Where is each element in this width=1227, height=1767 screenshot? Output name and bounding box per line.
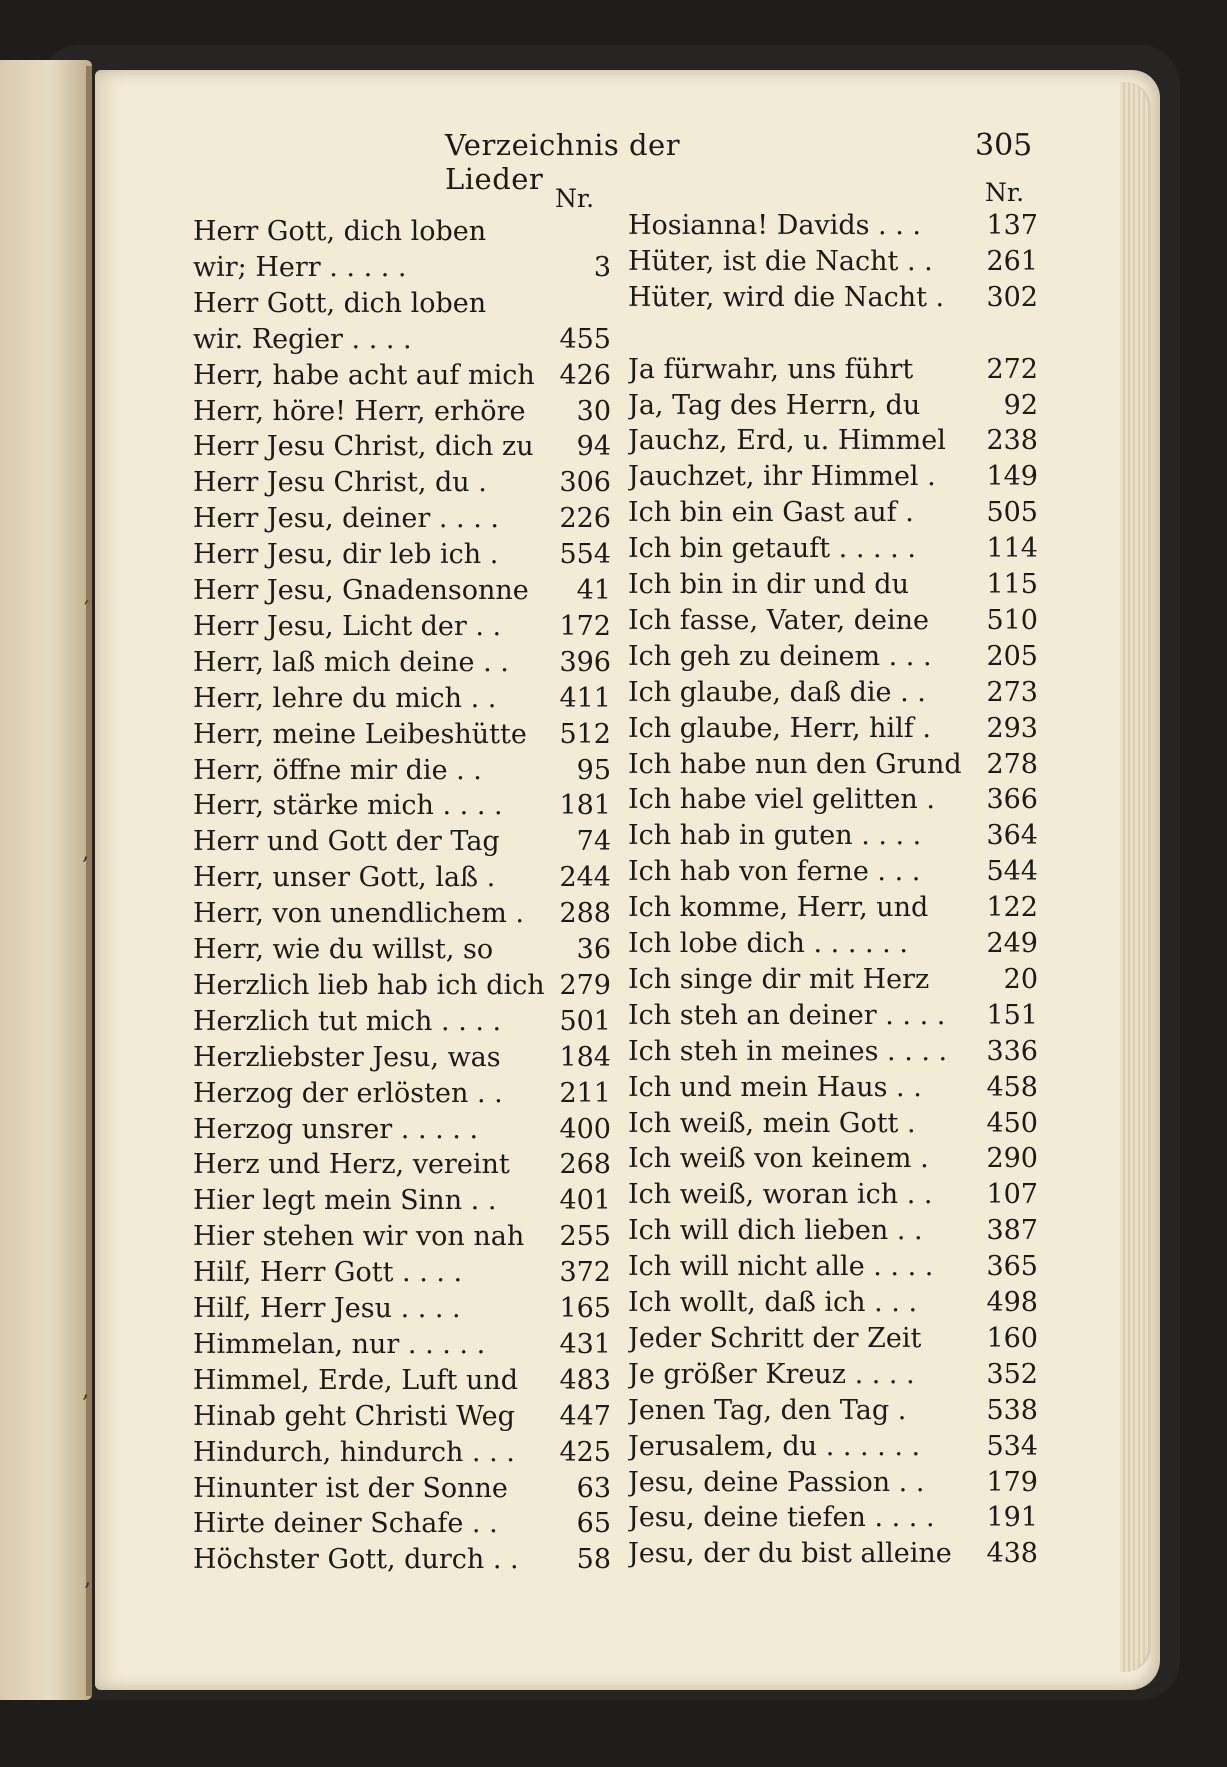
entry-number: 95	[576, 754, 611, 786]
entry-number: 151	[986, 999, 1038, 1031]
index-entry	[628, 784, 1038, 818]
entry-title: Ich fasse, Vater, deine	[628, 604, 930, 636]
entry-title: Ich glaube, Herr, hilf .	[628, 712, 931, 744]
index-entry	[193, 252, 611, 286]
entry-title: Hirte deiner Schafe . .	[193, 1508, 498, 1540]
index-entry	[628, 1431, 1038, 1465]
index-entry	[628, 1108, 1038, 1142]
entry-title: Jeder Schritt der Zeit	[628, 1322, 922, 1354]
entry-number: 3	[593, 251, 611, 283]
entry-title: Ich steh in meines . . . .	[628, 1035, 948, 1067]
entry-title: Herz und Herz, vereint	[193, 1149, 510, 1181]
index-entry	[628, 533, 1038, 567]
entry-number: 211	[559, 1077, 611, 1109]
entry-title: Herzlich tut mich . . . .	[193, 1005, 502, 1037]
entry-number: 249	[986, 928, 1038, 959]
index-entry	[193, 575, 611, 609]
entry-title: Ich und mein Haus . .	[628, 1071, 922, 1103]
entry-title: Herzog unsrer . . . . .	[193, 1113, 479, 1145]
entry-title: wir. Regier . . . .	[193, 323, 412, 355]
entry-number: 107	[986, 1179, 1038, 1211]
entry-title: Hinunter ist der Sonne	[193, 1472, 508, 1504]
entry-title: Ich will dich lieben . .	[628, 1215, 923, 1247]
entry-number: 20	[1003, 963, 1038, 995]
entry-number: 122	[986, 892, 1038, 924]
entry-number: 411	[559, 682, 611, 714]
entry-title: Herr und Gott der Tag	[193, 826, 500, 858]
index-entry	[628, 1359, 1038, 1393]
index-entry	[628, 749, 1038, 783]
entry-title: Herzliebster Jesu, was	[193, 1041, 501, 1073]
entry-title: Herr Gott, dich loben	[193, 216, 487, 247]
entry-number: 160	[986, 1322, 1038, 1354]
entry-number: 58	[576, 1544, 611, 1576]
entry-number: 63	[576, 1472, 611, 1504]
entry-title: Herr, habe acht auf mich	[193, 359, 535, 391]
entry-title: Herr Jesu, Gnadensonne	[193, 575, 529, 606]
entry-title: Ich wollt, daß ich . . .	[628, 1287, 918, 1318]
index-entry	[628, 569, 1038, 603]
entry-number: 273	[986, 676, 1038, 708]
entry-title: Ich habe nun den Grund	[628, 748, 962, 780]
entry-title: Ich hab von ferne . . .	[628, 856, 921, 888]
index-entry	[628, 497, 1038, 531]
entry-number: 278	[986, 748, 1038, 780]
index-entry	[193, 970, 611, 1004]
index-entry	[193, 862, 611, 896]
entry-title: wir; Herr . . . . .	[193, 251, 407, 283]
index-entry	[193, 898, 611, 932]
entry-title: Hindurch, hindurch . . .	[193, 1436, 515, 1468]
index-entry	[193, 1508, 611, 1542]
index-entry	[628, 1215, 1038, 1249]
entry-title: Hinab geht Christi Weg	[193, 1400, 515, 1432]
index-entry	[193, 360, 611, 394]
entry-number: 255	[559, 1221, 611, 1253]
index-entry	[628, 1467, 1038, 1501]
index-entry	[193, 431, 611, 465]
entry-number: 114	[986, 533, 1038, 565]
index-entry	[628, 856, 1038, 890]
entry-title: Jerusalem, du . . . . . .	[628, 1430, 921, 1462]
entry-number: 425	[559, 1436, 611, 1468]
entry-title: Ich singe dir mit Herz	[628, 963, 930, 995]
entry-title: Je größer Kreuz . . . .	[628, 1358, 915, 1390]
entry-number: 290	[986, 1143, 1038, 1175]
index-entry	[628, 605, 1038, 639]
entry-number: 510	[986, 604, 1038, 636]
index-entry	[628, 1251, 1038, 1285]
entry-title: Himmelan, nur . . . . .	[193, 1328, 486, 1360]
entry-number: 115	[986, 569, 1038, 600]
index-entry	[628, 425, 1038, 459]
entry-title: Himmel, Erde, Luft und	[193, 1364, 519, 1396]
margin-mark: ′	[84, 598, 89, 623]
index-entry	[193, 611, 611, 645]
entry-number: 366	[986, 784, 1038, 816]
index-entry	[193, 1401, 611, 1435]
entry-number: 184	[559, 1041, 611, 1073]
entry-title: Herr, von unendlichem .	[193, 898, 524, 930]
entry-title: Herr, öffne mir die . .	[193, 754, 482, 786]
entry-title: Hüter, ist die Nacht . .	[628, 245, 933, 277]
entry-title: Herr Jesu, deiner . . . .	[193, 503, 499, 535]
entry-title: Herr, höre! Herr, erhöre	[193, 395, 526, 427]
entry-number: 431	[559, 1328, 611, 1360]
entry-title: Herr Jesu, dir leb ich .	[193, 539, 499, 571]
index-entry	[628, 964, 1038, 998]
entry-title: Ich weiß, mein Gott .	[628, 1107, 916, 1139]
entry-number: 554	[559, 539, 611, 571]
index-entry	[628, 677, 1038, 711]
entry-title: Herr Gott, dich loben	[193, 287, 487, 319]
entry-title: Herr Jesu, Licht der . .	[193, 610, 502, 642]
index-entry	[628, 354, 1038, 388]
index-entry	[628, 318, 1038, 352]
entry-number: 387	[986, 1215, 1038, 1247]
index-entry	[628, 1143, 1038, 1177]
entry-title: Ich lobe dich . . . . . .	[628, 928, 908, 959]
index-entry	[628, 1179, 1038, 1213]
entry-number: 226	[559, 503, 611, 535]
entry-title: Herr, wie du willst, so	[193, 934, 494, 965]
index-entry	[193, 1473, 611, 1507]
entry-title: Herr Jesu Christ, du .	[193, 467, 487, 499]
entry-title: Ich komme, Herr, und	[628, 892, 929, 924]
entry-title: Ich bin ein Gast auf .	[628, 497, 914, 529]
index-entry	[628, 713, 1038, 747]
entry-number: 302	[986, 281, 1038, 313]
index-entry	[628, 1036, 1038, 1070]
index-entry	[193, 1257, 611, 1291]
index-entry	[628, 1395, 1038, 1429]
index-entry	[193, 288, 611, 322]
entry-title: Hüter, wird die Nacht .	[628, 281, 945, 313]
entry-title: Ich bin in dir und du	[628, 569, 909, 600]
entry-number: 65	[576, 1508, 611, 1540]
entry-number: 538	[986, 1394, 1038, 1426]
index-entry	[193, 396, 611, 430]
entry-number: 483	[559, 1364, 611, 1396]
index-entry	[193, 1437, 611, 1471]
page-title: Verzeichnis der Lieder	[445, 128, 681, 196]
index-entry	[193, 1149, 611, 1183]
entry-number: 544	[986, 856, 1038, 888]
index-entry	[193, 934, 611, 968]
entry-number: 336	[986, 1035, 1038, 1067]
index-entry	[628, 1287, 1038, 1321]
index-entry	[628, 390, 1038, 424]
index-entry	[628, 1538, 1038, 1572]
entry-title: Jauchz, Erd, u. Himmel	[628, 425, 946, 457]
entry-number: 501	[559, 1005, 611, 1037]
index-entry	[193, 1078, 611, 1112]
entry-number: 498	[986, 1287, 1038, 1318]
entry-title: Ich steh an deiner . . . .	[628, 999, 946, 1031]
entry-number: 455	[559, 323, 611, 355]
index-entry	[193, 324, 611, 358]
margin-mark: ‚	[82, 840, 89, 865]
index-entry	[193, 1185, 611, 1219]
margin-mark: ‚	[84, 1566, 91, 1591]
entry-title: Ich geh zu deinem . . .	[628, 640, 932, 672]
entry-title: Hier legt mein Sinn . .	[193, 1185, 497, 1217]
entry-number: 137	[986, 210, 1038, 241]
index-entry	[193, 1221, 611, 1255]
index-entry	[193, 1293, 611, 1327]
entry-number: 181	[559, 790, 611, 822]
entry-number: 41	[576, 575, 611, 606]
entry-number: 450	[986, 1107, 1038, 1139]
index-entry	[628, 210, 1038, 244]
entry-number: 261	[986, 245, 1038, 277]
entry-title: Jenen Tag, den Tag .	[628, 1394, 907, 1426]
entry-title: Ja, Tag des Herrn, du	[628, 389, 921, 421]
index-entry	[193, 1114, 611, 1148]
entry-title: Ja fürwahr, uns führt	[628, 353, 914, 385]
margin-mark: ‚	[82, 1378, 89, 1403]
index-entry	[193, 683, 611, 717]
facing-page-edge	[0, 60, 92, 1700]
entry-number: 268	[559, 1149, 611, 1181]
entry-title: Hosianna! Davids . . .	[628, 210, 921, 241]
entry-title: Herr, laß mich deine . .	[193, 646, 509, 678]
page-stack-edge	[1120, 82, 1151, 1672]
entry-number: 205	[986, 640, 1038, 672]
page-number: 305	[975, 128, 1033, 163]
entry-title: Ich weiß von keinem .	[628, 1143, 929, 1175]
index-entry	[193, 1365, 611, 1399]
entry-number: 512	[559, 718, 611, 750]
entry-number: 165	[559, 1293, 611, 1324]
entry-title: Ich weiß, woran ich . .	[628, 1179, 933, 1211]
entry-number: 238	[986, 425, 1038, 457]
entry-title: Ich glaube, daß die . .	[628, 676, 926, 708]
entry-number: 400	[559, 1113, 611, 1145]
index-entry	[628, 246, 1038, 280]
entry-title: Jesu, deine tiefen . . . .	[628, 1502, 935, 1534]
index-entry	[628, 928, 1038, 962]
entry-number: 426	[559, 359, 611, 391]
entry-number: 94	[576, 431, 611, 463]
entry-number: 505	[986, 497, 1038, 529]
index-entry	[628, 820, 1038, 854]
entry-title: Ich bin getauft . . . . .	[628, 533, 916, 565]
entry-number: 458	[986, 1071, 1038, 1103]
index-entry	[193, 1006, 611, 1040]
entry-number: 401	[559, 1185, 611, 1217]
entry-number: 306	[559, 467, 611, 499]
index-entry	[193, 755, 611, 789]
entry-title: Höchster Gott, durch . .	[193, 1544, 519, 1576]
index-entry	[193, 503, 611, 537]
entry-number: 534	[986, 1430, 1038, 1462]
entry-number: 36	[576, 934, 611, 965]
entry-title: Herr, unser Gott, laß .	[193, 862, 496, 894]
entry-title: Ich habe viel gelitten .	[628, 784, 935, 816]
entry-number: 352	[986, 1358, 1038, 1390]
entry-title: Jesu, deine Passion . .	[628, 1466, 925, 1498]
index-entry	[628, 1323, 1038, 1357]
entry-title: Herzog der erlösten . .	[193, 1077, 503, 1109]
entry-title: Hilf, Herr Jesu . . . .	[193, 1293, 461, 1324]
right-column-number-label: Nr.	[985, 178, 1025, 207]
index-entry	[193, 647, 611, 681]
entry-number: 30	[576, 395, 611, 427]
entry-number: 92	[1003, 389, 1038, 421]
entry-number: 364	[986, 820, 1038, 852]
entry-number: 149	[986, 461, 1038, 493]
entry-number: 172	[559, 610, 611, 642]
entry-title: Herr, meine Leibeshütte	[193, 718, 527, 750]
index-entry	[628, 282, 1038, 316]
entry-title: Jauchzet, ihr Himmel .	[628, 461, 936, 493]
entry-number: 191	[986, 1502, 1038, 1534]
index-entry	[628, 1502, 1038, 1536]
entry-number: 179	[986, 1466, 1038, 1498]
entry-number: 365	[986, 1251, 1038, 1283]
index-entry	[193, 1544, 611, 1578]
index-entry	[628, 641, 1038, 675]
index-entry	[628, 461, 1038, 495]
binding-gutter	[86, 66, 92, 1696]
index-entry	[193, 216, 611, 250]
entry-number: 293	[986, 712, 1038, 744]
index-entry	[193, 467, 611, 501]
index-entry	[628, 1072, 1038, 1106]
entry-title: Jesu, der du bist alleine	[628, 1538, 952, 1570]
entry-title: Ich hab in guten . . . .	[628, 820, 922, 852]
entry-number: 447	[559, 1400, 611, 1432]
index-entry	[628, 1000, 1038, 1034]
entry-number: 372	[559, 1257, 611, 1289]
entry-number: 244	[559, 862, 611, 894]
entry-number: 279	[559, 969, 611, 1001]
entry-title: Herr, lehre du mich . .	[193, 682, 497, 714]
index-entry	[193, 790, 611, 824]
entry-number: 272	[986, 353, 1038, 385]
entry-title: Herr, stärke mich . . . .	[193, 790, 503, 822]
left-column-number-label: Nr.	[555, 184, 595, 213]
index-entry	[193, 539, 611, 573]
index-entry	[193, 1042, 611, 1076]
entry-number: 438	[986, 1538, 1038, 1570]
entry-title: Hilf, Herr Gott . . . .	[193, 1257, 463, 1289]
entry-number: 74	[576, 826, 611, 858]
index-entry	[628, 892, 1038, 926]
entry-number: 288	[559, 898, 611, 930]
entry-title: Herzlich lieb hab ich dich	[193, 969, 545, 1001]
entry-title: Ich will nicht alle . . . .	[628, 1251, 934, 1283]
index-entry	[193, 719, 611, 753]
entry-title: Hier stehen wir von nah	[193, 1221, 525, 1253]
entry-title: Herr Jesu Christ, dich zu	[193, 431, 534, 463]
entry-number: 396	[559, 646, 611, 678]
index-entry	[193, 1329, 611, 1363]
index-entry	[193, 826, 611, 860]
